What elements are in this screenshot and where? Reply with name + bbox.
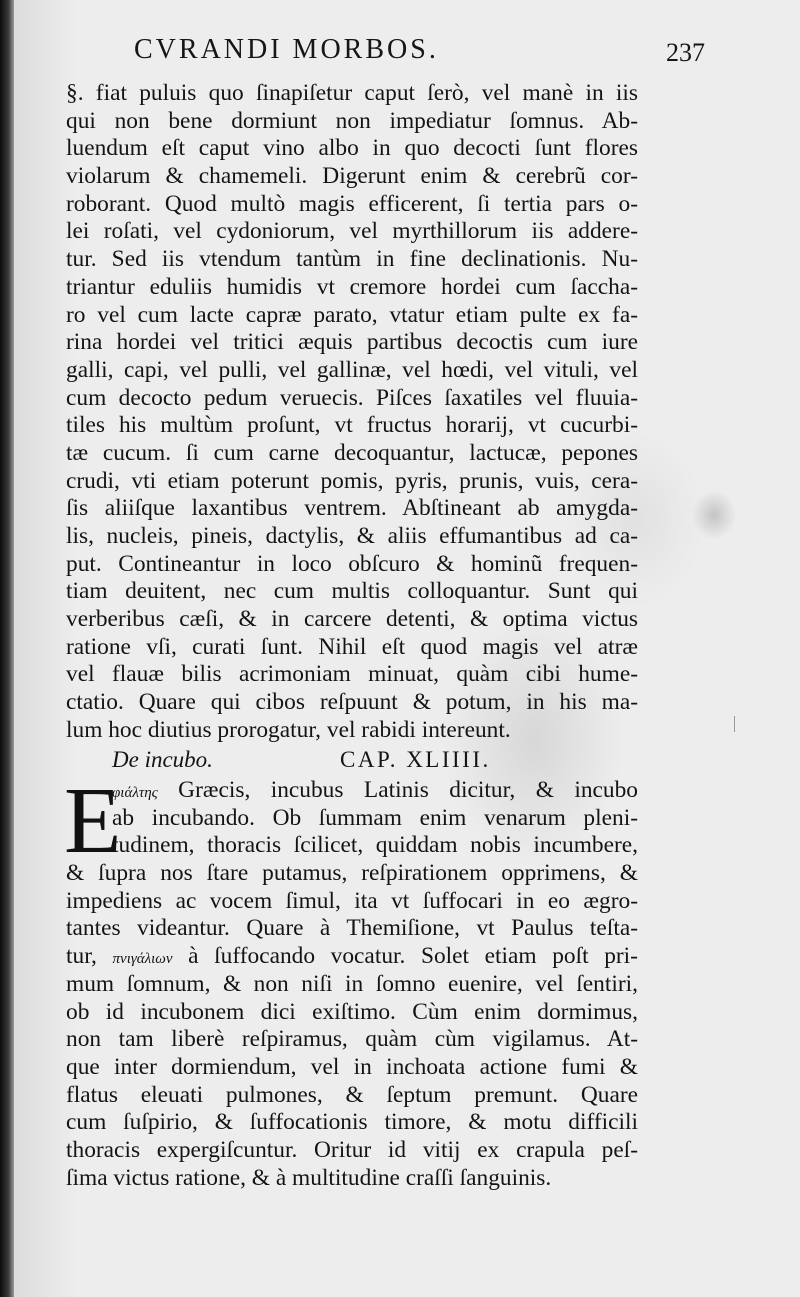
text-line: ob id incubonem dici exiſtimo. Cùm enim dormimus, bbox=[66, 998, 638, 1025]
text-line: impediens ac vocem ſimul, ita vt ſuffocari in eo ægro- bbox=[66, 887, 638, 914]
text-line: cum decocto pedum veruecis. Piſces ſaxatiles vel fluuia- bbox=[66, 384, 638, 411]
text-line: §. fiat puluis quo ſinapiſetur caput ſerò, vel manè in iis bbox=[66, 80, 638, 106]
text-line: ro vel cum lacte capræ parato, vtatur etiam pulte ex fa- bbox=[66, 301, 638, 328]
text-line: galli, capi, vel pulli, vel gallinæ, vel hœdi, vel vituli, vel bbox=[66, 356, 638, 383]
text-line: & ſupra nos ſtare putamus, reſpirationem opprimens, & bbox=[66, 860, 638, 887]
text-line: verberibus cæſi, & in carcere detenti, & optima victus bbox=[66, 606, 638, 633]
text-line: ctatio. Quare qui cibos reſpuunt & potum, in his ma- bbox=[66, 689, 638, 716]
chapter-subject: De incubo. bbox=[112, 747, 213, 772]
text-line: ab incubando. Ob ſummam enim venarum pleni- bbox=[112, 804, 638, 831]
text-line: crudi, vti etiam poterunt pomis, pyris, prunis, vuis, cera- bbox=[66, 467, 638, 494]
text-line: tiam deuitent, nec cum multis colloquantur. Sunt qui bbox=[66, 578, 638, 605]
text-line: non tam liberè reſpiramus, quàm cùm vigilamus. At- bbox=[66, 1026, 638, 1053]
text-line: tur. Sed iis vtendum tantùm in fine declinationis. Nu- bbox=[66, 246, 638, 273]
margin-mark bbox=[734, 716, 735, 732]
page-number: 237 bbox=[666, 38, 705, 67]
text-line: qui non bene dormiunt non impediatur ſomnus. Ab- bbox=[66, 107, 638, 134]
text-line bbox=[112, 777, 638, 805]
text-fragment: tur, bbox=[66, 943, 97, 970]
book-page bbox=[14, 0, 800, 1297]
text-line: lei roſati, vel cydoniorum, vel myrthillorum iis addere- bbox=[66, 218, 638, 245]
chapter-heading bbox=[112, 747, 632, 775]
drop-cap: E bbox=[64, 769, 122, 873]
text-line: roborant. Quod multò magis efficerent, ſi tertia pars o- bbox=[66, 190, 638, 217]
text-line: triantur eduliis humidis vt cremore hordei cum ſaccha- bbox=[66, 273, 638, 300]
text-line: luendum eſt caput vino albo in quo decocti ſunt flores bbox=[66, 135, 638, 162]
paragraph-2 bbox=[66, 777, 638, 1192]
book-spine-shadow bbox=[0, 0, 14, 1297]
text-line: tantes videantur. Quare à Themiſione, vt Paulus teſta- bbox=[66, 915, 638, 942]
text-line: mum ſomnum, & non niſi in ſomno euenire, vel ſentiri, bbox=[66, 970, 638, 997]
text-fragment: Græcis, incubus Latinis dicitur, & incubo bbox=[178, 777, 638, 803]
text-fragment: à ſuffocando vocatur. Solet etiam poſt pri- bbox=[188, 943, 638, 970]
text-line: flatus eleuati pulmones, & ſeptum premunt. Quare bbox=[66, 1081, 638, 1108]
text-line: rina hordei vel tritici æquis partibus decoctis cum iure bbox=[66, 329, 638, 356]
text-line: put. Contineantur in loco obſcuro & hominũ frequen- bbox=[66, 550, 638, 577]
text-line: ſis aliiſque laxantibus ventrem. Abſtineant ab amygda- bbox=[66, 495, 638, 522]
text-line: lum hoc diutius prorogatur, vel rabidi intereunt. bbox=[66, 716, 511, 743]
text-line: lis, nucleis, pineis, dactylis, & aliis effumantibus ad ca- bbox=[66, 523, 638, 549]
greek-word: πνιγάλιων bbox=[112, 951, 173, 968]
text-line bbox=[66, 943, 638, 971]
text-line: cum ſuſpirio, & ſuffocationis timore, & motu difficili bbox=[66, 1109, 638, 1136]
chapter-number: CAP. XLIIII. bbox=[340, 747, 491, 772]
paragraph-1 bbox=[66, 80, 638, 745]
text-line: thoracis expergiſcuntur. Oritur id vitij ex crapula peſ- bbox=[66, 1136, 638, 1163]
greek-word: φιάλτης bbox=[112, 785, 158, 801]
text-line: ſima victus ratione, & à multitudine craſſi ſanguinis. bbox=[66, 1164, 552, 1191]
text-line: violarum & chamemeli. Digerunt enim & cerebrũ cor- bbox=[66, 163, 638, 190]
text-line: vel flauæ bilis acrimoniam minuat, quàm cibi hume- bbox=[66, 661, 638, 688]
running-head: CVRANDI MORBOS. bbox=[134, 34, 439, 65]
text-line: tudinem, thoracis ſcilicet, quiddam nobis incumbere, bbox=[112, 832, 638, 859]
text-line: que inter dormiendum, vel in inchoata actione fumi & bbox=[66, 1053, 638, 1080]
text-line: ratione vſi, curati ſunt. Nihil eſt quod magis vel atræ bbox=[66, 633, 638, 660]
text-line: tæ cucum. ſi cum carne decoquantur, lactucæ, pepones bbox=[66, 439, 638, 466]
text-line: tiles his multùm proſunt, vt fructus horarij, vt cucurbi- bbox=[66, 412, 638, 439]
